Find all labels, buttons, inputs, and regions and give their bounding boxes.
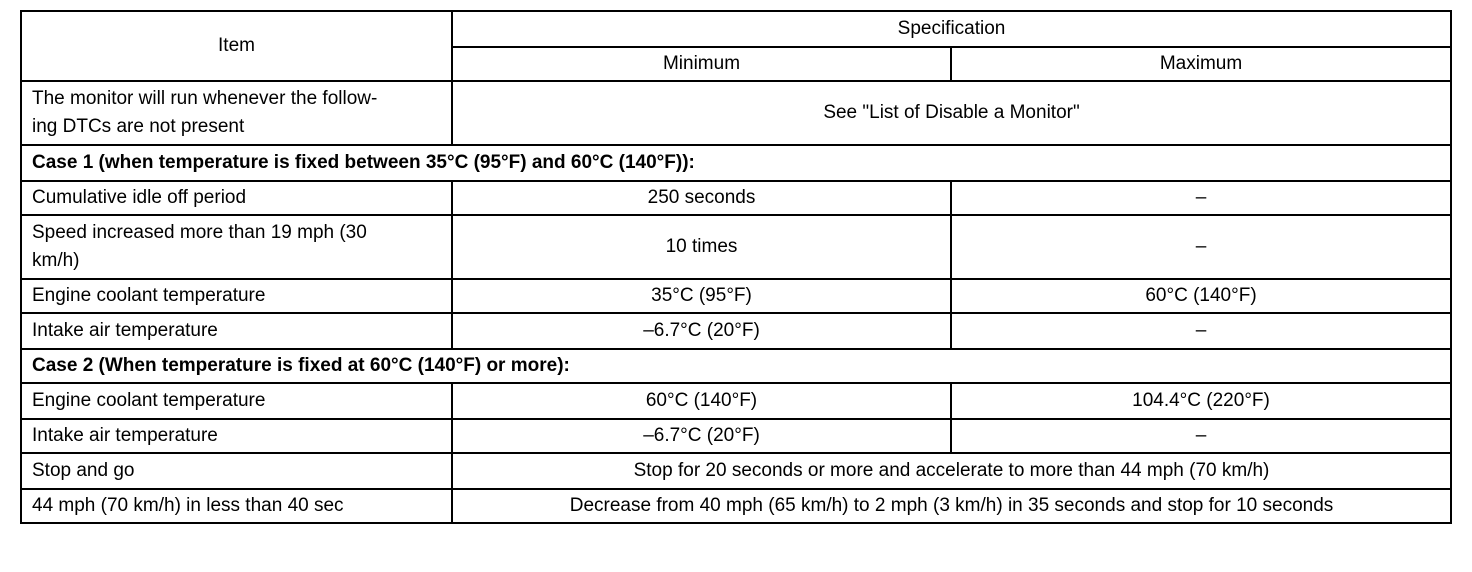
table-row — [21, 81, 1451, 145]
row-min: 60°C (140°F) — [452, 383, 951, 419]
row-spec: Stop for 20 seconds or more and accelerate to more than 44 mph (70 km/h) — [452, 453, 1451, 489]
row-item: Intake air temperature — [21, 419, 452, 453]
row-min: 10 times — [452, 215, 951, 279]
section-row — [21, 349, 1451, 383]
row-spec: Decrease from 40 mph (65 km/h) to 2 mph (3 km/h) in 35 seconds and stop for 10 seconds — [452, 489, 1451, 523]
row-min: 35°C (95°F) — [452, 279, 951, 313]
row-max: 60°C (140°F) — [951, 279, 1451, 313]
section-row — [21, 145, 1451, 181]
row-max: – — [951, 419, 1451, 453]
row-min: –6.7°C (20°F) — [452, 419, 951, 453]
header-row — [21, 11, 1451, 47]
row-max: 104.4°C (220°F) — [951, 383, 1451, 419]
table-row — [21, 313, 1451, 349]
row-item: The monitor will run whenever the follow- ing DTCs are not present — [21, 81, 452, 145]
header-item: Item — [21, 11, 452, 81]
row-item: Engine coolant temperature — [21, 383, 452, 419]
row-spec: See "List of Disable a Monitor" — [452, 81, 1451, 145]
row-item: Speed increased more than 19 mph (30 km/h) — [21, 215, 452, 279]
table-row — [21, 419, 1451, 453]
table-row — [21, 181, 1451, 215]
table-row — [21, 279, 1451, 313]
table-row — [21, 489, 1451, 523]
row-item: Stop and go — [21, 453, 452, 489]
table-row — [21, 383, 1451, 419]
header-maximum: Maximum — [951, 47, 1451, 81]
table-row — [21, 453, 1451, 489]
monitor-conditions-table — [20, 10, 1452, 524]
row-min: –6.7°C (20°F) — [452, 313, 951, 349]
row-item: 44 mph (70 km/h) in less than 40 sec — [21, 489, 452, 523]
row-min: 250 seconds — [452, 181, 951, 215]
row-item: Engine coolant temperature — [21, 279, 452, 313]
header-specification: Specification — [452, 11, 1451, 47]
row-max: – — [951, 313, 1451, 349]
case2-title: Case 2 (When temperature is fixed at 60°C (140°F) or more): — [21, 349, 1451, 383]
row-item: Intake air temperature — [21, 313, 452, 349]
row-max: – — [951, 181, 1451, 215]
table-row — [21, 215, 1451, 279]
row-item: Cumulative idle off period — [21, 181, 452, 215]
case1-title: Case 1 (when temperature is fixed between 35°C (95°F) and 60°C (140°F)): — [21, 145, 1451, 181]
row-max: – — [951, 215, 1451, 279]
header-minimum: Minimum — [452, 47, 951, 81]
